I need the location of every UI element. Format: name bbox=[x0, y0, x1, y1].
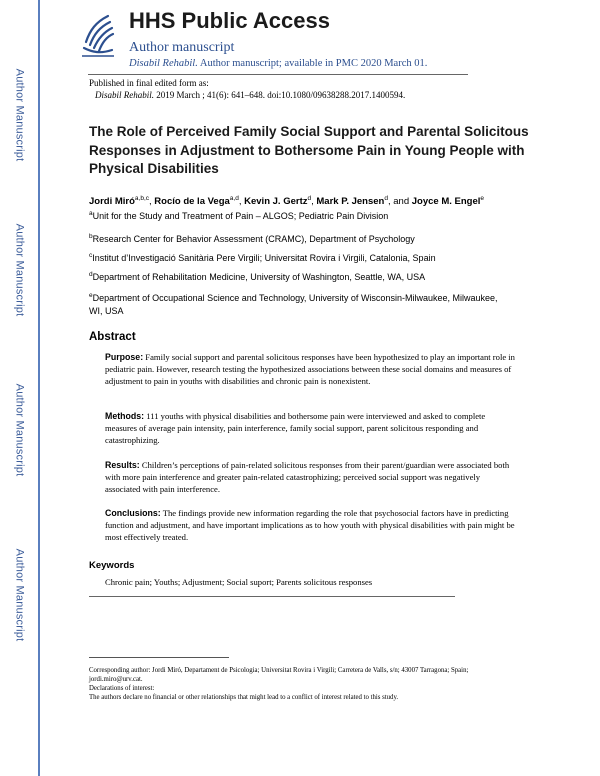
sidebar-rule bbox=[38, 0, 40, 776]
footnotes bbox=[89, 666, 509, 702]
corresponding-author: Corresponding author: Jordi Miró, Departament de Psicologia; Universitat Rovira i Virgili; Carretera de Valls, s/n; 43007 Tarragona; Spain; jordi.miro@urv.cat. bbox=[89, 667, 469, 683]
footnote-divider bbox=[89, 657, 229, 658]
publication-info: Published in final edited form as: Disabil Rehabil. 2019 March ; 41(6): 641–648. doi:10.1080/09638288.2017.1400594. bbox=[89, 78, 406, 100]
abstract-conclusions: Conclusions: The findings provide new information regarding the role that psychosocial factors have in predicting function and adjustment, and have important implications as to how youth with physical disabilities with pain might be most effectively treated. bbox=[105, 508, 515, 542]
header-divider bbox=[88, 74, 468, 75]
affiliation: $^c$Institut d’Investigació Sanitària Pere Virgili; Universitat Rovira i Virgili, Catalonia, Spain bbox=[89, 252, 436, 263]
keywords-heading: Keywords bbox=[89, 560, 135, 571]
keywords-list: Chronic pain; Youths; Adjustment; Social suport; Parents solicitous responses bbox=[105, 577, 373, 587]
abstract-purpose: Purpose: Family social support and parental solicitous responses have been hypothesized to play an important role in pediatric pain. However, research testing the hypothesized associations between these social domains and measures of adjustment to pain in youths with disabilities and chronic pain is nonexistent. bbox=[105, 352, 515, 386]
article-title: The Role of Perceived Family Social Support and Parental Solicitous Responses in Adjustment to Bothersome Pain in Young People with Physical Disabilities bbox=[89, 124, 529, 176]
affiliation: $^b$Research Center for Behavior Assessment (CRAMC), Department of Psychology bbox=[89, 233, 415, 244]
declarations-text: The authors declare no financial or other relationships that might lead to a conflict of interest related to this study. bbox=[89, 694, 399, 701]
sidebar-label: Author Manuscript bbox=[13, 68, 26, 162]
abstract-methods: Methods: 111 youths with physical disabilities and bothersome pain were interviewed and asked to complete measures of average pain intensity, pain interference, family social support, parent solicitous responding and catastrophizing. bbox=[105, 411, 486, 445]
abstract-heading: Abstract bbox=[89, 331, 136, 343]
sidebar-label: Author Manuscript bbox=[13, 383, 26, 477]
affiliation: $^d$Department of Rehabilitation Medicine, University of Washington, Seattle, WA, USA bbox=[89, 271, 426, 282]
author-list: Jordi Miró$^{a,b,c}$, Rocío de la Vega$^{a,d}$, Kevin J. Gertz$^d$, Mark P. Jensen$^d$, and Joyce M. Engel$^e$ bbox=[89, 195, 485, 208]
keywords-divider bbox=[89, 596, 455, 597]
sidebar-label: Author Manuscript bbox=[13, 548, 26, 642]
sidebar-label: Author Manuscript bbox=[13, 223, 26, 317]
availability-line: Disabil Rehabil. Author manuscript; available in PMC 2020 March 01. bbox=[129, 58, 428, 69]
hhs-title: HHS Public Access bbox=[129, 8, 330, 33]
hhs-eagle-logo-icon bbox=[78, 12, 118, 62]
manuscript-label: Author manuscript bbox=[129, 40, 235, 55]
abstract-results: Results: Children’s perceptions of pain-related solicitous responses from their parent/guardian were associated both with more pain interference and greater pain-related catastrophizing; perceived social support was negatively associated with pain interference. bbox=[105, 460, 510, 494]
affiliation: $^a$Unit for the Study and Treatment of Pain – ALGOS; Pediatric Pain Division bbox=[89, 210, 389, 221]
declarations-heading: Declarations of interest: bbox=[89, 685, 155, 692]
affiliation: $^e$Department of Occupational Science and Technology, University of Wisconsin-Milwaukee, Milwaukee, WI, USA bbox=[89, 292, 498, 316]
